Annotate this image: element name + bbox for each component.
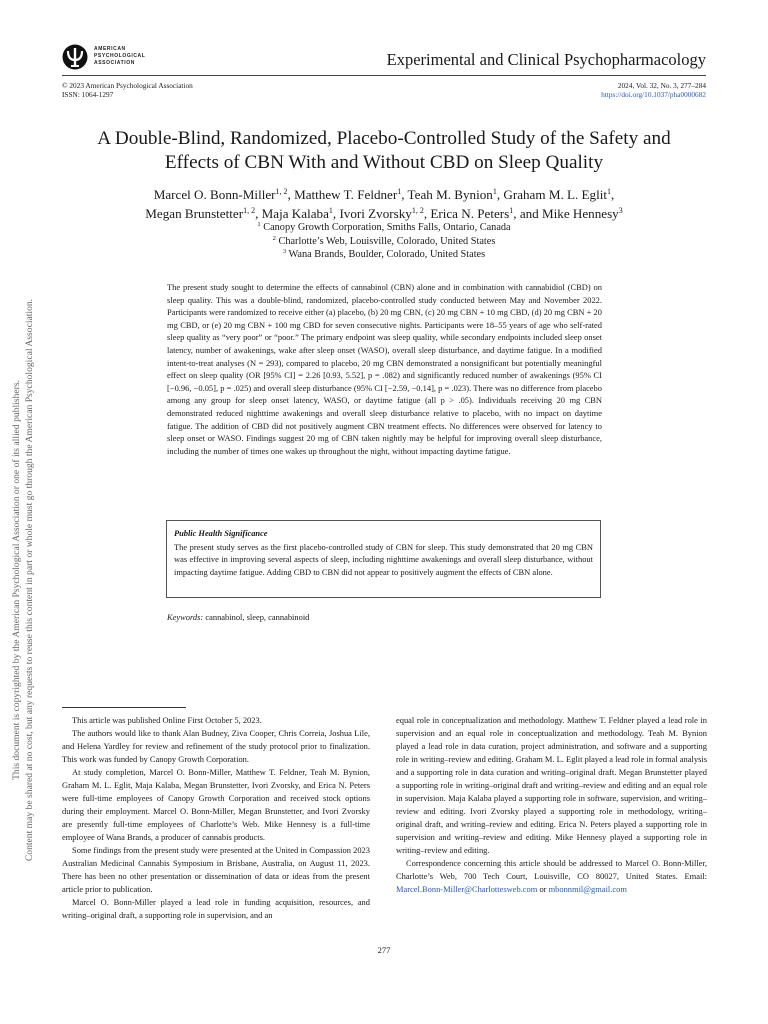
email-link-2[interactable]: mbonnmil@gmail.com [548,884,627,894]
affiliation-list [62,221,706,262]
author-name: Maja Kalaba [261,206,329,221]
author-sep: , [332,206,340,221]
affiliation-sup: 1 [257,221,261,228]
footnote-paragraph: This article was published Online First October 5, 2023. [72,715,262,725]
author-sep: , and [513,206,542,221]
author-sep: , [611,187,615,202]
footnote-paragraph: Some findings from the present study were presented at the United in Compassion 2023 Australian Medicinal Cannabis Symposium in Brisbane, Australia, on August 11, 2023. There has been no other presentation or dissemination of data or ideas from the present article prior to publication. [62,845,370,894]
side-notice-line-2: Content may be shared at no cost, but any requests to reuse this content in part or whole must go through the American Psychological Association. [24,298,35,862]
author-name: Matthew T. Feldner [294,187,398,202]
author-name: Marcel O. Bonn-Miller [153,187,276,202]
author-affil-sup: 1 [328,206,333,215]
footnote-rule [62,707,186,708]
org-line-1: AMERICAN [94,46,126,52]
title-line-1: A Double-Blind, Randomized, Placebo-Controlled Study of the Safety and [97,128,671,149]
citation-block [601,81,706,99]
author-affil-sup: 3 [618,206,623,215]
copyright-block [62,81,193,99]
author-affil-sup: 1, 2 [411,206,424,215]
author-name: Megan Brunstetter [145,206,244,221]
author-affil-sup: 1, 2 [243,206,256,215]
author-name: Ivori Zvorsky [339,206,412,221]
keywords [167,611,309,623]
copyright-line: © 2023 American Psychological Association [62,81,193,90]
author-name: Graham M. L. Eglit [503,187,608,202]
public-health-heading: Public Health Significance [174,529,268,538]
author-sep: , [255,206,262,221]
issn-line: ISSN: 1064-1297 [62,90,114,99]
doi-link[interactable]: https://doi.org/10.1037/pha0000682 [601,90,706,99]
footnote-paragraph: At study completion, Marcel O. Bonn-Miller, Matthew T. Feldner, Teah M. Bynion, Graham M. L. Eglit, Maja Kalaba, Megan Brunstetter, Ivori Zvorsky, and Erica N. Peters were full-time employees of Canopy Growth Corporation and received stock options during their employment. Marcel O. Bonn-Miller, Megan Brunstetter, and Ivori Zvorsky are presently full-time employees of Charlotte’s Web. Mike Hennesy is a full-time employee of Wana Brands, a producer of cannabis products. [62,767,370,842]
affiliation-text: Charlotte’s Web, Louisville, Colorado, United States [278,235,496,247]
footnotes-column-1 [62,714,370,922]
footnote-paragraph: Marcel O. Bonn-Miller played a lead role in funding acquisition, resources, and writing–original draft, a supporting role in supervision, and an [62,897,370,920]
org-line-2: PSYCHOLOGICAL [94,53,146,59]
public-health-box [166,520,601,598]
author-name: Erica N. Peters [430,206,510,221]
author-sep: , [496,187,504,202]
author-affil-sup: 1 [397,187,402,196]
author-affil-sup: 1 [509,206,514,215]
affiliation-sup: 2 [272,234,276,242]
footnote-paragraph: equal role in conceptualization and methodology. Matthew T. Feldner played a lead role in supervision and an equal role in conceptualization and methodology. Teah M. Bynion played a lead role in data curation, project administration, and software and a supporting role in writing–review and editing. Graham M. L. Eglit played a lead role in formal analysis and a supporting role in data curation and writing–original draft. Megan Brunstetter played a supporting role in writing–original draft and writing–review and editing and an equal role in supervision. Maja Kalaba played a supporting role in software, supervision, and writing–review and editing. Ivori Zvorsky played a supporting role in methodology, writing–original draft, and writing–review and editing. Erica N. Peters played a supporting role in supervision and writing–review and editing. Mike Hennesy played a supporting role in writing–review and editing. [396,715,707,855]
org-line-3: ASSOCIATION [94,60,135,66]
author-affil-sup: 1 [607,187,612,196]
footnotes-column-2 [396,714,707,896]
correspondence-or: or [537,884,549,894]
apa-logo [62,44,262,70]
author-list [62,185,706,223]
side-notice-line-1: This document is copyrighted by the American Psychological Association or one of its allied publishers. [11,380,22,780]
author-name: Teah M. Bynion [407,187,493,202]
affiliation-text: Canopy Growth Corporation, Smiths Falls, Ontario, Canada [263,222,511,233]
author-name: Mike Hennesy [542,206,619,221]
author-sep: , [423,206,431,221]
affiliation [62,235,706,249]
footnote-paragraph: The authors would like to thank Alan Budney, Ziva Cooper, Chris Correia, Joshua Lile, and Helena Yardley for review and refinement of the study protocol prior to finalization. This work was funded by Canopy Growth Corporation. [62,728,370,764]
header-rule [62,75,706,76]
keywords-value: cannabinol, sleep, cannabinoid [205,612,310,622]
journal-name: Experimental and Clinical Psychopharmacology [386,50,706,69]
email-link-1[interactable]: Marcel.Bonn-Miller@Charlottesweb.com [396,884,538,894]
title-line-2: Effects of CBN With and Without CBD on Sleep Quality [164,152,604,173]
abstract: The present study sought to determine the effects of cannabinol (CBN) alone and in combination with cannabidiol (CBD) on sleep quality. This was a double-blind, randomized, placebo-controlled study conducted between May and November 2022. Participants were randomized to receive either (a) placebo, (b) 20 mg CBN, (c) 20 mg CBN + 10 mg CBD, (d) 20 mg CBN + 20 mg CBD, or (e) 20 mg CBN + 100 mg CBD for seven consecutive nights. Participants were 18–55 years of age who self-rated sleep quality as “very poor” or “poor.” The primary endpoint was sleep quality, while secondary endpoints included sleep onset latency, number of awakenings, wake after sleep onset (WASO), overall sleep disturbance, and daytime fatigue. In a modified intent-to-treat analyses (N = 293), compared to placebo, 20 mg CBN demonstrated a nonsignificant but potentially meaningful effect on sleep quality (OR [95% CI] = 2.26 [0.93, 5.52], p = .082) and significantly reduced number of awakenings (95% CI [−0.96, −0.05], p = .025) and overall sleep disturbance (95% CI [−2.59, −0.14], p = .023). There was no difference from placebo among any group for sleep onset latency, WASO, or daytime fatigue (all p > .05). Individuals receiving 20 mg CBN demonstrated reduced nighttime awakenings and overall sleep disturbance relative to placebo, with no impact on daytime fatigue. The addition of CBD did not positively augment CBN treatment effects. No differences were observed for latency to sleep onset or WASO. Findings suggest 20 mg of CBN taken nightly may be helpful for improving overall sleep disturbance, including the number of times one wakes up throughout the night, without impacting daytime fatigue. [167,282,602,456]
author-affil-sup: 1 [492,187,497,196]
side-copyright-notice [10,190,36,970]
author-line-1 [62,185,706,204]
correspondence [396,857,707,896]
affiliation-text: Wana Brands, Boulder, Colorado, United States [288,249,486,261]
article-title [62,127,706,175]
correspondence-text: Correspondence concerning this article should be addressed to Marcel O. Bonn-Miller, Charlotte’s Web, 700 Tech Court, Louisville, CO 80027, United States. Email: [396,858,707,881]
apa-psi-logo-icon [62,44,88,70]
author-sep: , [401,187,408,202]
author-sep: , [287,187,295,202]
page-number: 277 [377,945,391,955]
author-affil-sup: 1, 2 [275,187,288,196]
affiliation-sup: 3 [282,248,287,256]
keywords-label: Keywords: [167,612,204,622]
public-health-body: The present study serves as the first placebo-controlled study of CBN for sleep. This study demonstrated that 20 mg CBN was effective in improving several aspects of sleep, including nighttime awakenings and overall sleep disturbance, without impacting daytime fatigue. Adding CBD to CBN did not appear to positively augment the effects of CBN alone. [174,541,593,577]
volume-line: 2024, Vol. 32, No. 3, 277–284 [617,81,706,90]
affiliation [62,221,706,235]
affiliation [62,248,706,262]
